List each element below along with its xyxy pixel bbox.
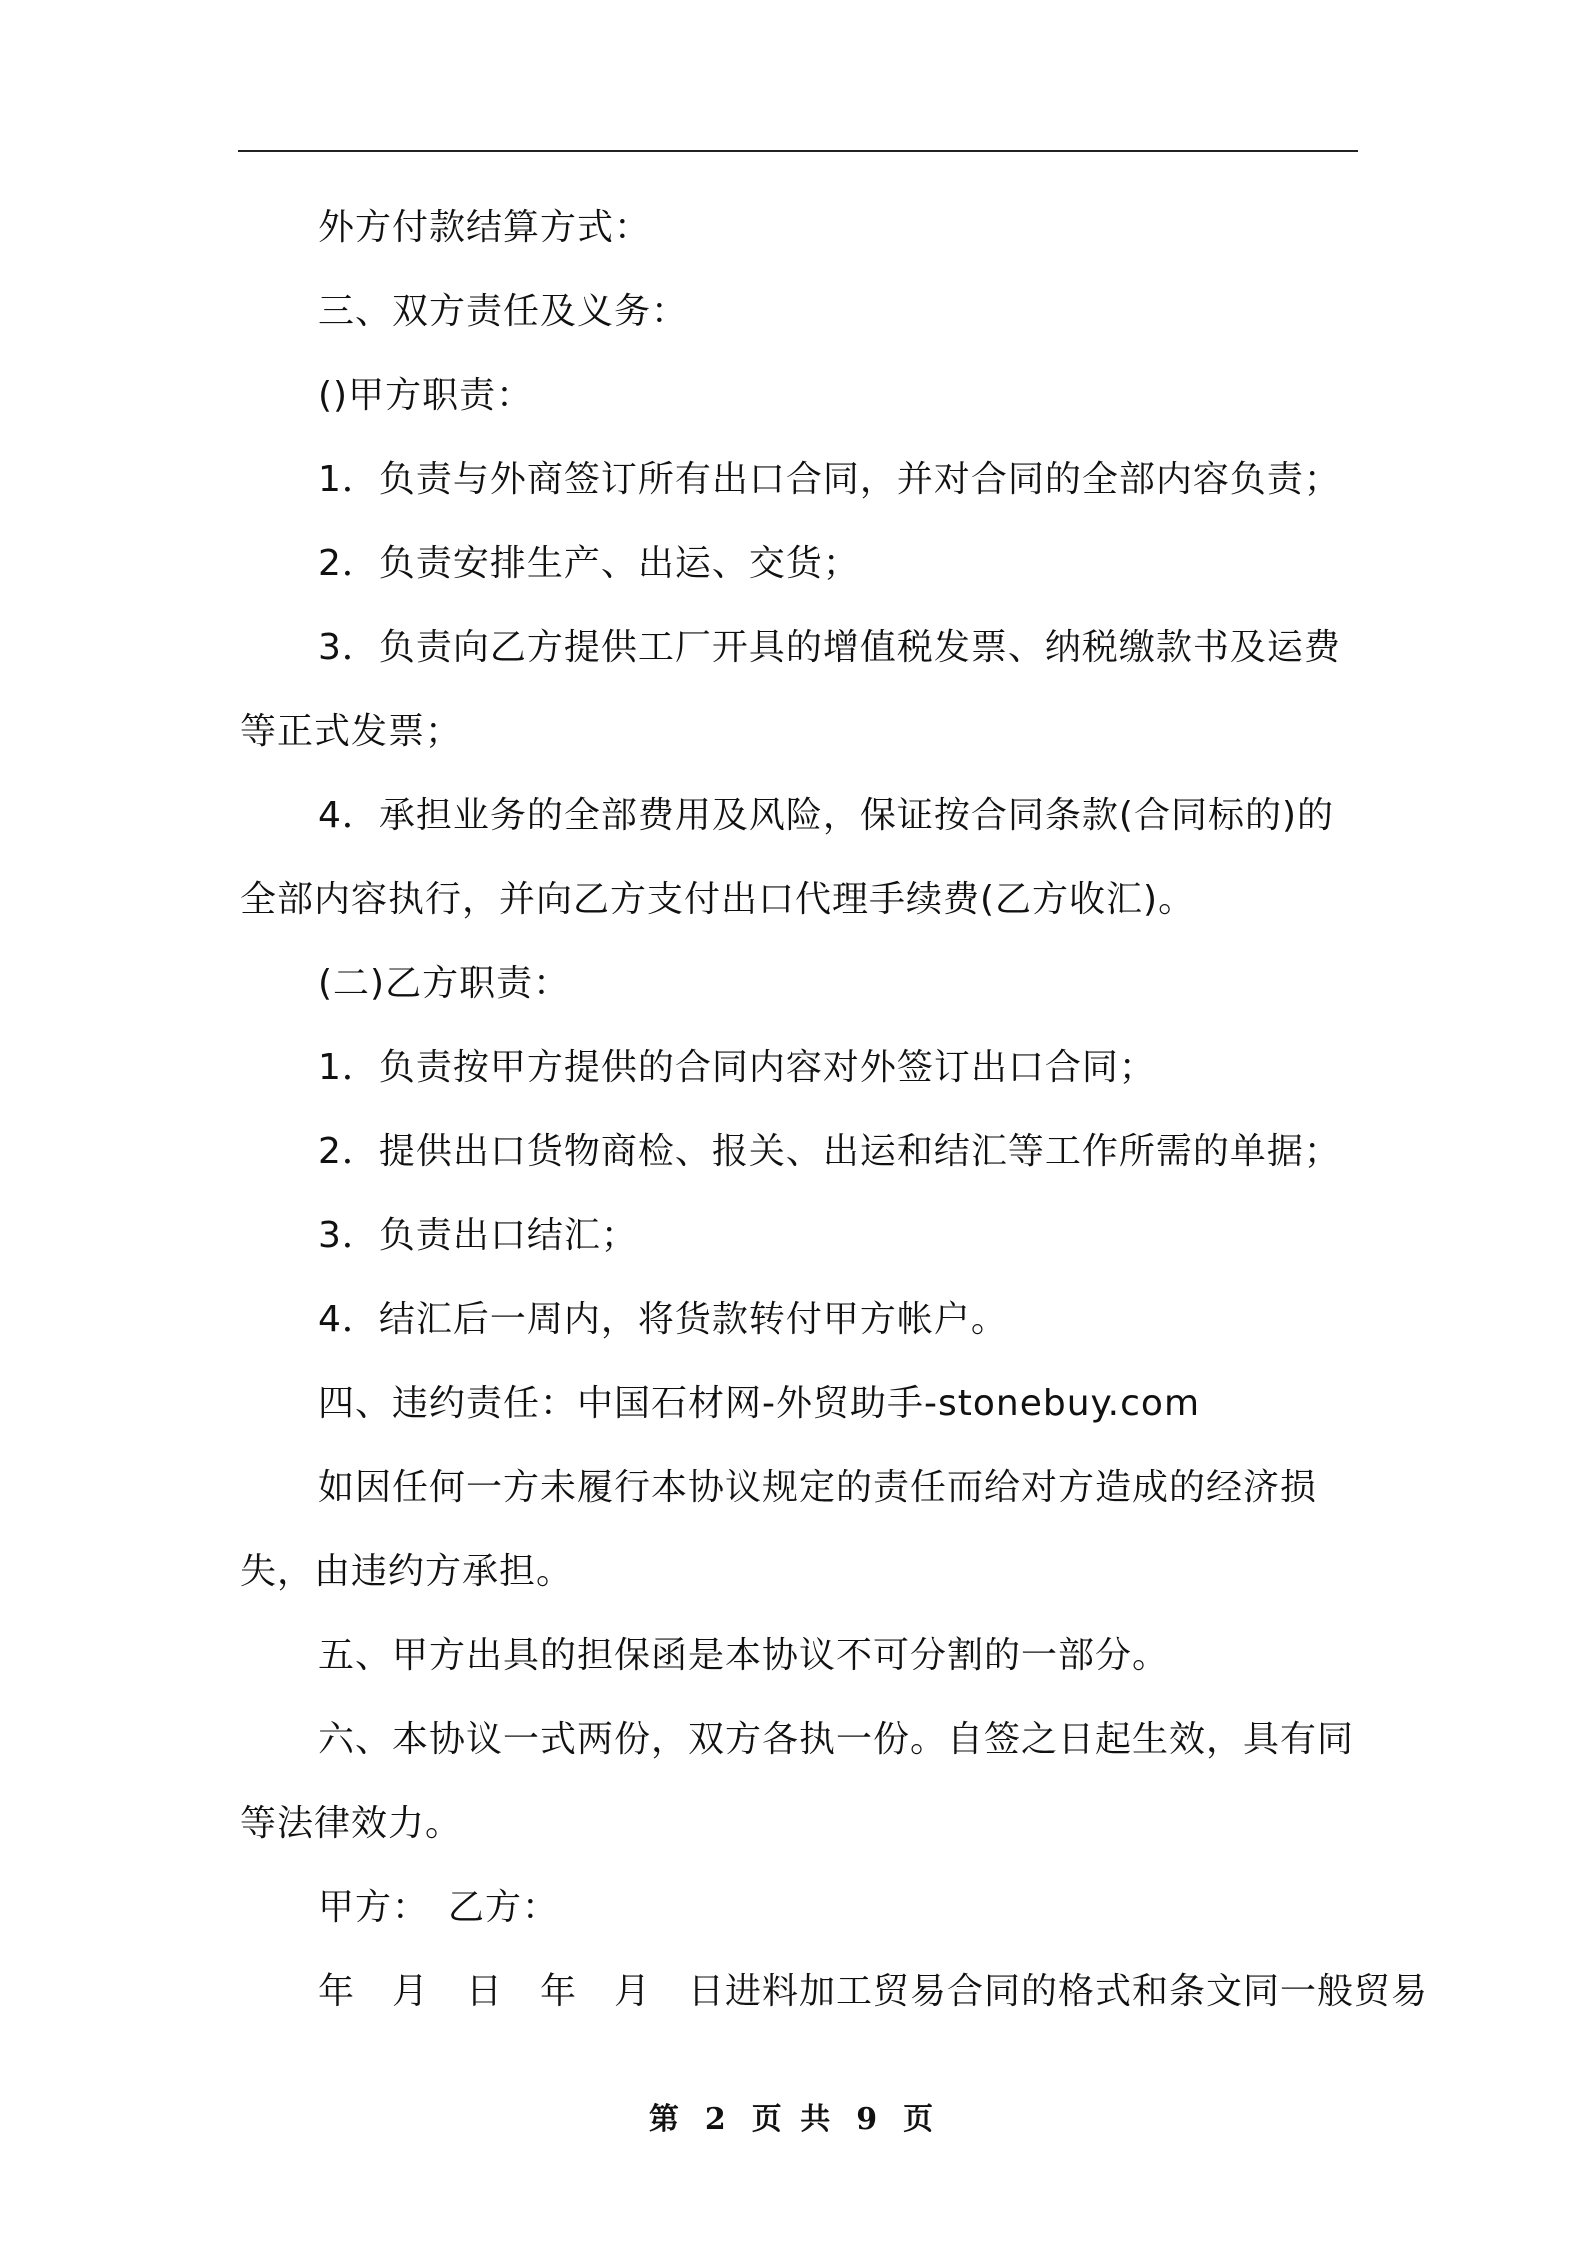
page-number: 2 [704,2102,730,2137]
paragraph-line: 4．结汇后一周内，将货款转付甲方帐户。 [318,1299,1008,1340]
paragraph-line: (二)乙方职责： [318,963,571,1004]
paragraph-line: 如因任何一方未履行本协议规定的责任而给对方造成的经济损 [318,1467,1318,1508]
paragraph-line: 2．负责安排生产、出运、交货； [318,543,860,584]
paragraph-line: 3．负责向乙方提供工厂开具的增值税发票、纳税缴款书及运费 [318,627,1341,668]
paragraph-line: 2．提供出口货物商检、报关、出运和结汇等工作所需的单据； [318,1131,1341,1172]
paragraph-line: 六、本协议一式两份，双方各执一份。自签之日起生效，具有同 [318,1719,1355,1760]
paragraph-line: 四、违约责任：中国石材网-外贸助手-stonebuy.com [318,1383,1201,1424]
paragraph-line: 全部内容执行，并向乙方支付出口代理手续费(乙方收汇)。 [240,879,1196,920]
paragraph-line: 甲方： 乙方： [318,1887,560,1928]
page-total: 9 [856,2102,882,2137]
paragraph-line: 等法律效力。 [240,1803,463,1844]
paragraph-line: 等正式发票； [240,711,463,752]
paragraph-line: 三、双方责任及义务： [318,291,689,332]
paragraph-line: 1．负责与外商签订所有出口合同，并对合同的全部内容负责； [318,459,1341,500]
paragraph-line: 外方付款结算方式： [318,207,652,248]
paragraph-line: 失，由违约方承担。 [240,1551,574,1592]
paragraph-line: ()甲方职责： [318,375,534,416]
footer-prefix: 第 [648,2102,683,2137]
header-rule [238,150,1358,152]
paragraph-line: 1．负责按甲方提供的合同内容对外签订出口合同； [318,1047,1156,1088]
paragraph-line: 4．承担业务的全部费用及风险，保证按合同条款(合同标的)的 [318,795,1334,836]
page-footer [0,2094,1586,2138]
footer-suffix: 页 [903,2102,938,2137]
paragraph-line: 五、甲方出具的担保函是本协议不可分割的一部分。 [318,1635,1170,1676]
paragraph-line: 年 月 日 年 月 日进料加工贸易合同的格式和条文同一般贸易 [318,1971,1429,2012]
footer-mid: 页 共 [751,2102,835,2137]
paragraph-line: 3．负责出口结汇； [318,1215,638,1256]
